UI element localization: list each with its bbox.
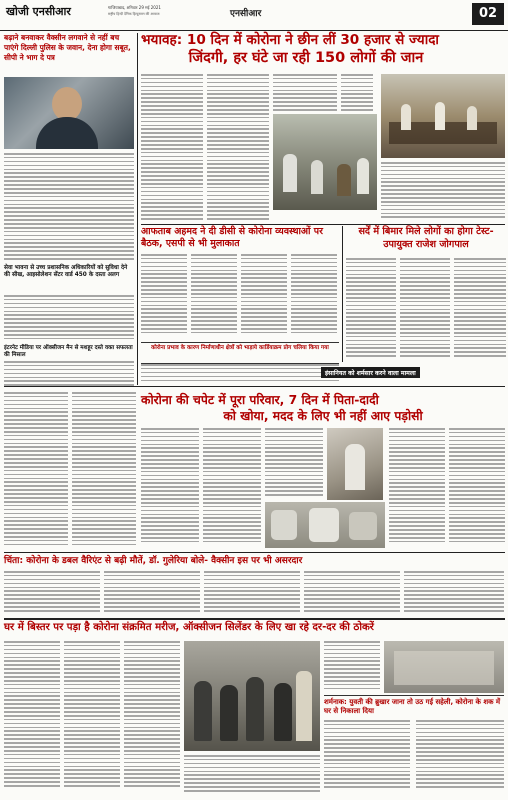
story-four-photo-2 [327,428,383,500]
column-divider-2 [342,226,343,362]
left-story-photo [4,77,134,149]
story-two-subhead: कोरोना प्रभाव के कारण निर्माणाधीन क्षेत्रों को भाड़ाये कार्डियाक्रम प्रोग चलिया किया गया [151,345,329,351]
bottom-side-body-col1 [324,720,410,794]
bottom-story-body-col2 [64,641,120,795]
story-four-body-col4 [389,428,445,548]
left-lower-body-col1 [4,392,68,552]
story-five-body-col5 [404,571,504,615]
horizontal-rule-3 [4,552,505,553]
story-three-body-col1 [346,258,396,362]
story-two-body-col4 [291,254,337,338]
left-lower-body-col2 [72,392,136,552]
column-divider [137,33,138,385]
story-five [4,555,505,617]
masthead [0,0,508,31]
story-four-body-col3 [265,428,323,500]
main-story-body-col1 [141,74,203,224]
story-three-body-col2 [400,258,450,362]
sub-line: राष्ट्रीय हिन्दी दैनिक हिन्दुस्तान की आवाज [108,12,160,16]
story-five-body-col4 [304,571,400,615]
story-two-body-col2 [191,254,237,338]
horizontal-rule-4 [4,618,505,620]
story-four-body-col2 [203,428,261,548]
story-two-headline: आफताब अहमद ने दी डीसी से कोरोना व्यवस्थाओं पर बैठक, एसपी से भी मुलाकात [141,226,323,249]
left-story-body-3 [4,361,134,389]
main-story-body-col4 [341,74,373,112]
section-label-left: खोजी एनसीआर [6,5,71,18]
bottom-story [4,621,505,797]
story-four-body-col5 [449,428,505,548]
horizontal-rule-1 [141,224,505,225]
story-three [346,226,506,362]
story-four-kicker: इंसानियत को शर्मसार करने वाला मामला [321,367,420,378]
story-five-body-col3 [204,571,300,615]
story-four-headline-line1: कोरोना की चपेट में पूरा परिवार, 7 दिन में पिता-दादी [141,393,379,407]
bottom-story-photo [184,641,320,751]
section-label-center: एनसीआर [230,9,262,19]
main-story-body-col3 [273,74,337,112]
story-five-body-col2 [104,571,200,615]
main-story [141,32,505,222]
left-story-body [4,153,134,263]
left-story-subhead: सेवा भावना से उच्च प्रशासनिक अधिकारियों को सुविधा देने की सीख, आइसोलेशन सेंटर वार्ड 450 के दस्ता अलग [4,265,128,279]
story-two [141,226,339,340]
bottom-story-body-col5 [324,641,380,691]
main-story-body-col2 [207,74,269,224]
story-four-headline-line2: को खोया, मदद के लिए भी नहीं आए पड़ोसी [223,409,423,423]
story-four-body-col1 [141,428,199,548]
story-two-subhead-box [141,342,339,364]
bottom-story-headline: घर में बिस्तर पर पड़ा है कोरोना संक्रमित मरीज, ऑक्सीजन सिलेंडर के लिए खा रहे दर-दर की ठोकरें [4,622,374,633]
story-four-headline-block [141,392,505,424]
date-line: गाजियाबाद, शनिवार 29 मई 2021 [108,5,161,10]
story-four-photo [265,502,385,548]
main-story-body-col5 [381,162,505,222]
story-two-body-col1 [141,254,187,338]
main-story-photo-2 [381,74,505,158]
left-story-headline: बढ़ाने बनवाकर वैक्सीन लगवाने से नहीं बच पाएंगे दिल्ली पुलिस के जवान, देना होगा सबूत, सीपी ने भाग दे पत्र [4,33,131,62]
story-three-body-col3 [454,258,506,362]
left-story-subhead-2: इंटरनेट मीडिया पर ऑक्सीजन मैन से मशहूर दस्ते वक्त सफलता की मिसाल [4,345,133,358]
bottom-side-headline: शर्मनाक: युवती की ब्रुखार जाना तो उठ गई सहेली, कोरोना के शक में घर से निकाला दिया [324,698,501,715]
main-headline-line1: भयावह: 10 दिन में कोरोना ने छीन लीं 30 हजार से ज्यादा [141,32,439,48]
page-number-badge [472,3,504,25]
bottom-story-body-col3 [124,641,180,795]
story-five-headline: चिंता: कोरोना के डबल वैरिएंट से बढ़ी मौतें, डॉ. गुलेरिया बोले- वैक्सीन इस पर भी असरदार [4,556,303,566]
page-number: 02 [478,6,498,21]
left-story [4,33,134,385]
story-three-headline: सर्दें में बिमार मिले लोगों का होगा टेस्ट- उपायुक्त राजेश जोगपाल [358,226,494,250]
story-two-body-col3 [241,254,287,338]
story-five-body-col1 [4,571,100,615]
main-headline-line2: जिंदगी, हर घंटे जा रही 150 लोगों की जान [188,50,424,66]
bottom-side-body-col2 [416,720,504,794]
bottom-side-box [324,695,504,796]
left-story-body-2 [4,295,134,343]
main-story-photo [273,114,377,210]
bottom-story-photo-2 [384,641,504,693]
bottom-story-body-col4 [184,755,320,795]
bottom-story-body-col1 [4,641,60,795]
